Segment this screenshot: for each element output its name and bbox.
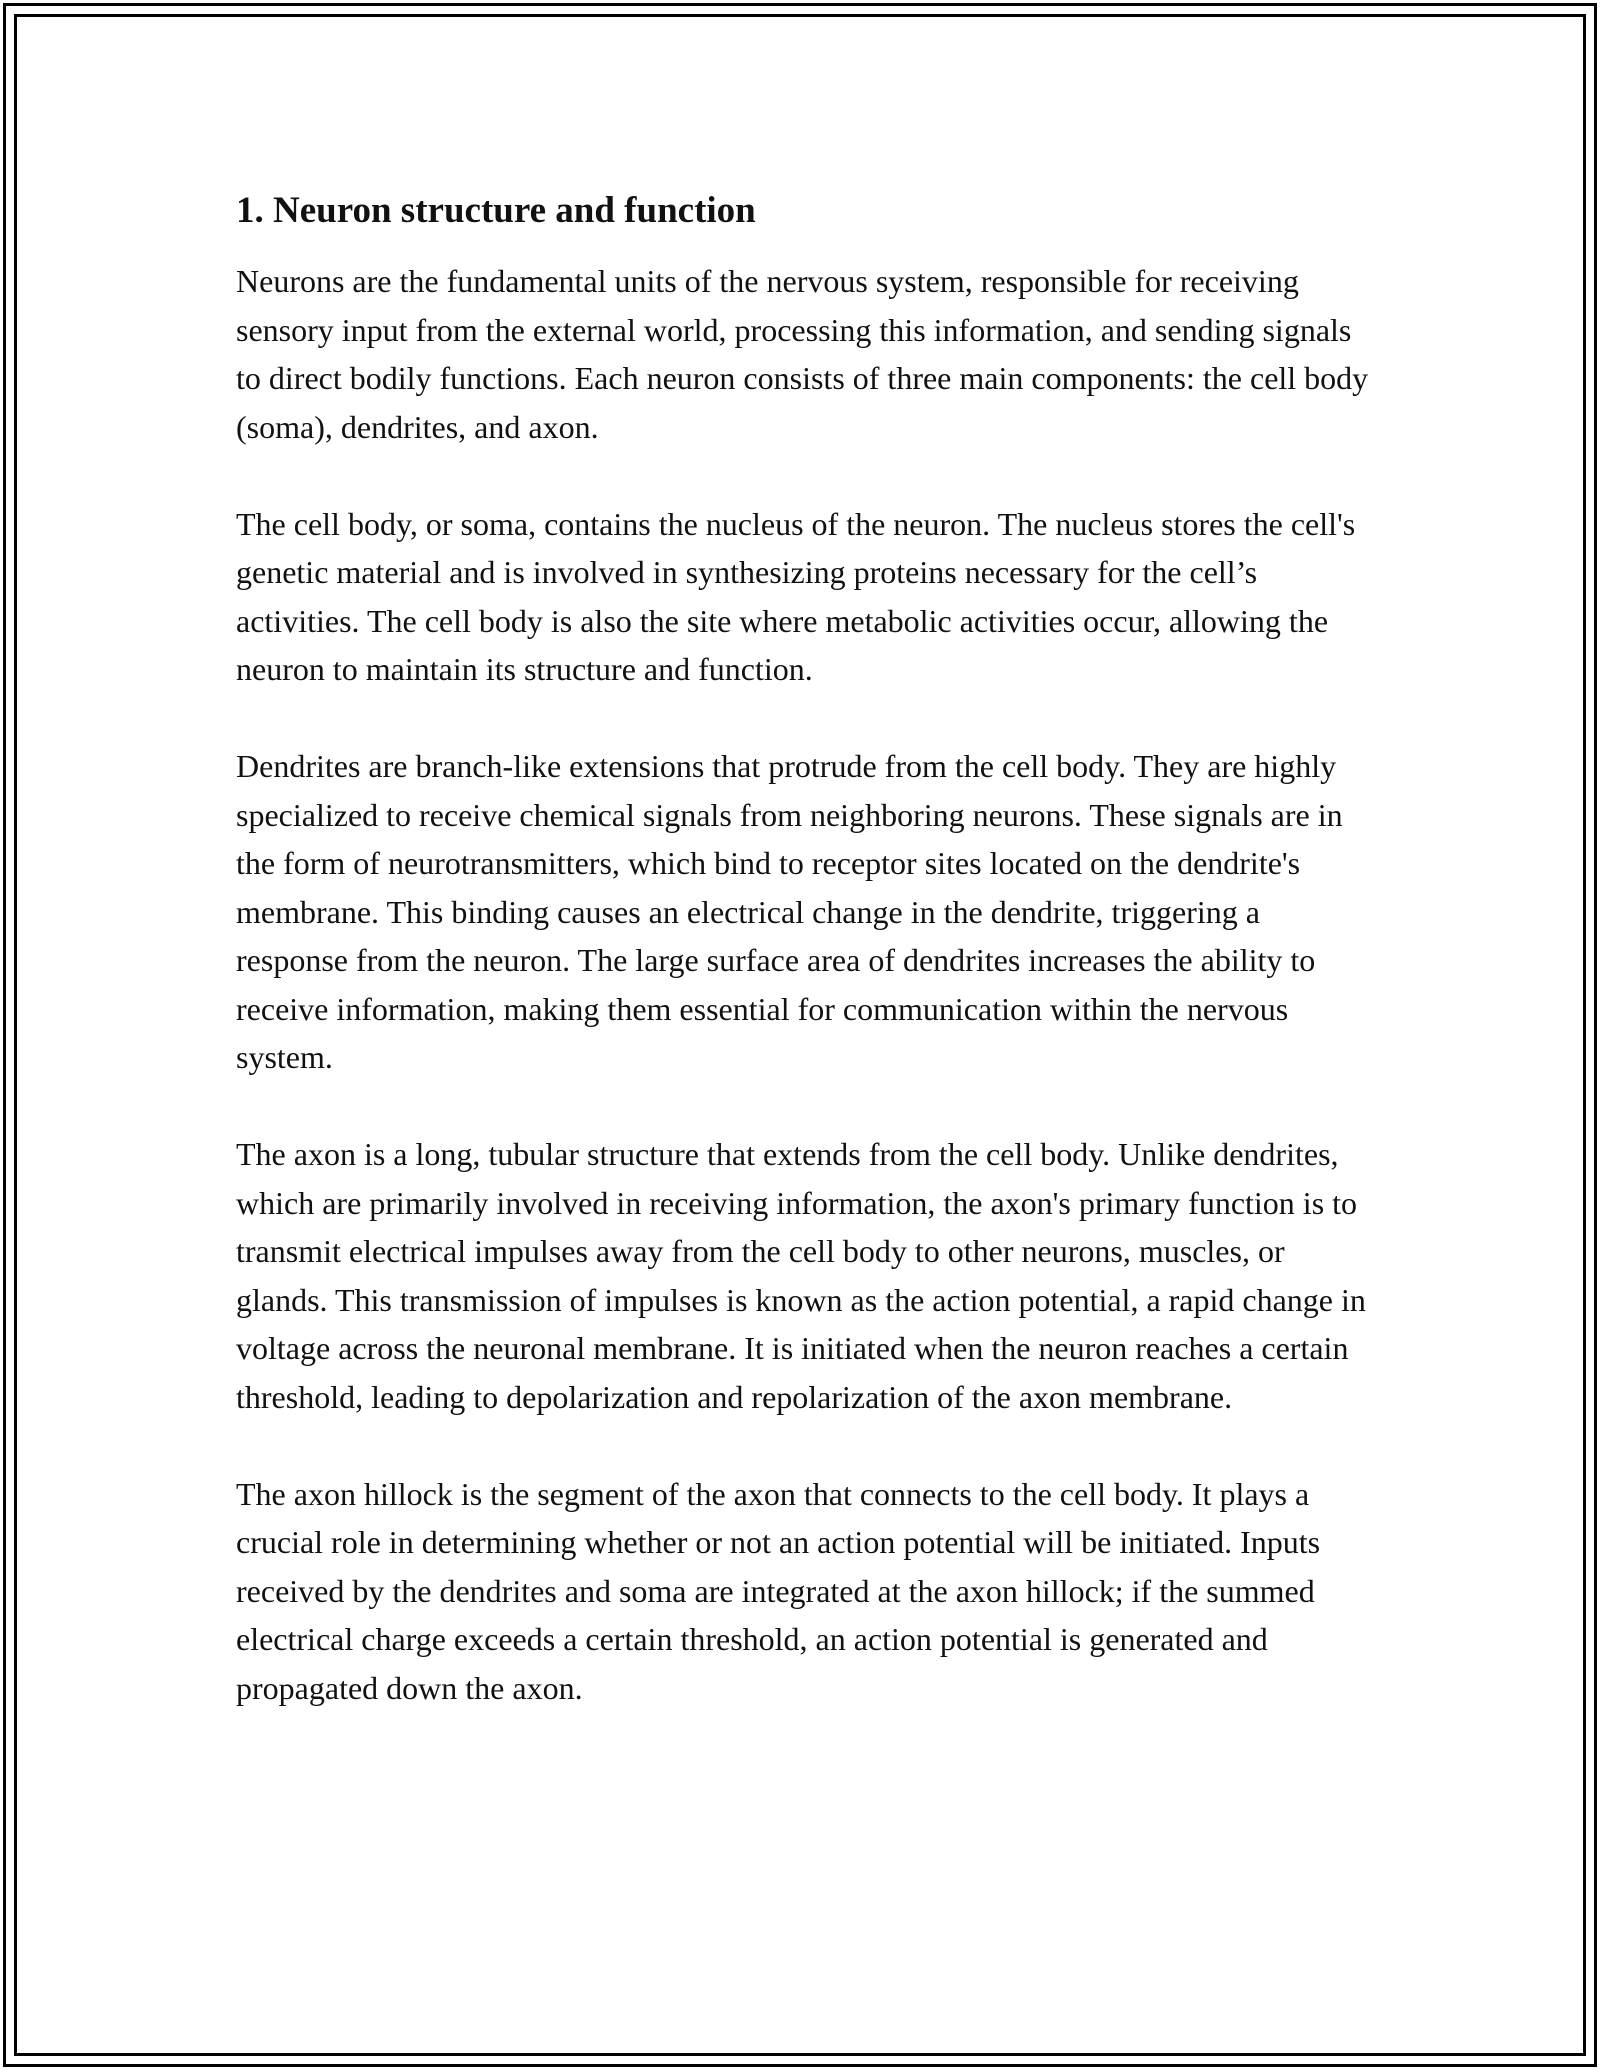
paragraph-cell-body: The cell body, or soma, contains the nucleus of the neuron. The nucleus stores the cell's genetic material and is involved in synthesizing proteins necessary for the cell’s activities. The cell body is also the site where metabolic activities occur, allowing the neuron to maintain its structure and function. <box>236 505 1356 687</box>
paragraph-dendrites: Dendrites are branch-like extensions that protrude from the cell body. They are highly specialized to receive chemical signals from neighboring neurons. These signals are in the form of neurotransmitters, which bind to receptor sites located on the dendrite's membrane. This binding causes an electrical change in the dendrite, triggering a response from the neuron. The large surface area of dendrites increases the ability to receive information, making them essential for communication within the nervous system. <box>236 748 1343 1075</box>
paragraph-axon: The axon is a long, tubular structure that extends from the cell body. Unlike dendrites, which are primarily involved in receiving information, the axon's primary function is to transmit electrical impulses away from the cell body to other neurons, muscles, or glands. This transmission of impulses is known as the action potential, a rapid change in voltage across the neuronal membrane. It is initiated when the neuron reaches a certain threshold, leading to depolarization and repolarization of the axon membrane. <box>236 1136 1366 1415</box>
paragraph-axon-hillock: The axon hillock is the segment of the axon that connects to the cell body. It plays a crucial role in determining whether or not an action potential will be initiated. Inputs received by the dendrites and soma are integrated at the axon hillock; if the summed electrical charge exceeds a certain threshold, an action potential is generated and propagated down the axon. <box>236 1475 1321 1706</box>
section-heading: 1. Neuron structure and function <box>236 190 756 231</box>
paragraph-neurons-intro: Neurons are the fundamental units of the nervous system, responsible for receiving sensory input from the external world, processing this information, and sending signals to direct bodily functions. Each neuron consists of three main components: the cell body (soma), dendrites, and axon. <box>236 263 1369 445</box>
document-body <box>236 185 1376 1761</box>
